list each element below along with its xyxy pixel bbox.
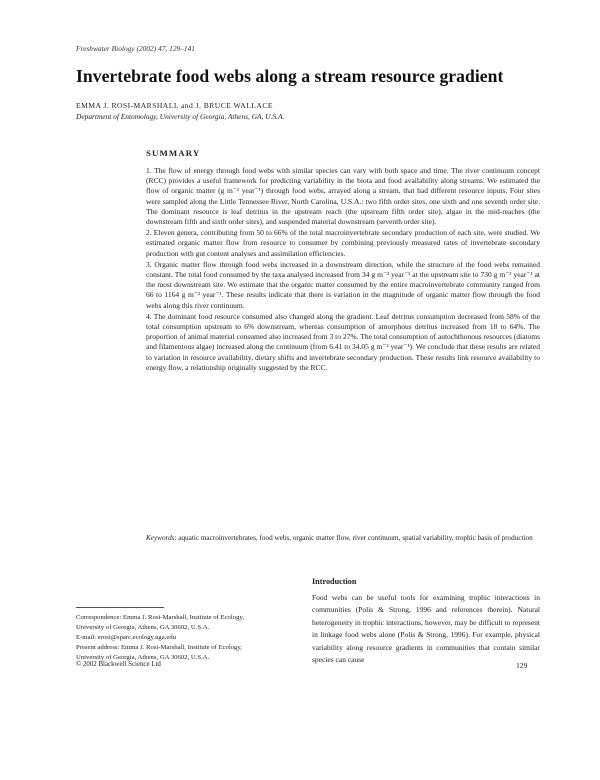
summary-heading: SUMMARY: [146, 148, 201, 158]
summary-point-2: 2. Eleven genera, contributing from 50 to 66% of the total macroinvertebrate secondary production of each site, were studied. We estimated organic matter flow from resource to consumer by combining previously measured rates of invertebrate secondary production with gut content analyses and assimilation efficiencies.: [146, 228, 540, 258]
correspondence-line: Present address: Emma J. Rosi-Marshall, Institute of Ecology,: [76, 644, 242, 651]
author-list: EMMA J. ROSI-MARSHALL and J. BRUCE WALLACE: [76, 101, 273, 110]
summary-point-4: 4. The dominant food resource consumed also changed along the gradient. Leaf detritus consumption decreased from 58% of the total consumption upstream to 6% downstream, whereas consumption of amorphous detritus increased from 18 to 64%. The proportion of animal material consumed also increased from 3 to 27%. The total consumption of autochthonous resources (diatoms and filamentous algae) increased along the continuum (from 6.41 to 34.05 g m⁻² year⁻¹). We conclude that these results are related to variation in resource availability, dietary shifts and invertebrate secondary production. These results link resource availability to energy flow, a relationship originally suggested by the RCC.: [146, 311, 540, 372]
journal-reference: Freshwater Biology (2002) 47, 129–141: [76, 44, 195, 53]
footnote-divider: [76, 607, 164, 608]
correspondence-line: Correspondence: Emma J. Rosi-Marshall, Institute of Ecology,: [76, 614, 245, 621]
keywords: [146, 534, 540, 544]
correspondence-line: University of Georgia, Athens, GA 30602, U.S.A.: [76, 654, 210, 661]
introduction-heading: Introduction: [312, 577, 357, 586]
correspondence-line: University of Georgia, Athens, GA 30602, U.S.A.: [76, 624, 210, 631]
summary-point-1: 1. The flow of energy through food webs with similar species can vary with both space and time. The river continuum concept (RCC) provides a useful framework for predicting variability in the biota and food availability along streams. We estimated the flow of organic matter (g m⁻² year⁻¹) through food webs, arrayed along a stream, that had different resource inputs. Four sites were sampled along the Little Tennessee River, North Carolina, U.S.A.: two fifth order sites, one sixth and one seventh order site. The dominant resource is leaf detritus in the upstream reach (the upstream fifth order site), algae in the mid-reaches (the downstream fifth and sixth order sites), and suspended material downstream (seventh order site).: [146, 166, 540, 227]
copyright-notice: © 2002 Blackwell Science Ltd: [76, 661, 161, 668]
keywords-label: Keywords: [146, 534, 175, 542]
introduction-text: Food webs can be useful tools for examining trophic interactions in communities (Polis & Strong, 1996 and references therein). Natural heterogeneity in trophic interactions, however, may be difficult to represent in linkage food webs alone (Polis & Strong, 1996). For example, physical variability along resource gradients in communities that contain similar species can cause: [312, 593, 540, 665]
author-affiliation: Department of Entomology, University of Georgia, Athens, GA, U.S.A.: [76, 112, 285, 121]
keywords-text: : aquatic macroinvertebrates, food webs, organic matter flow, river continuum, spatial variability, trophic basis of production: [174, 534, 533, 542]
summary-point-3: 3. Organic matter flow through food webs increased in a downstream direction, while the structure of the food webs remained constant. The total food consumed by the taxa analysed increased from 34 g m⁻² year⁻¹ at the upstream site to 730 g m⁻² year⁻¹ at the most downstream site. We estimate that the organic matter consumed by the entire macroinvertebrate community ranged from 66 to 1164 g m⁻² year⁻¹. These results indicate that there is variation in the magnitude of organic matter flow through the food webs along this river continuum.: [146, 259, 540, 310]
correspondence-email: E-mail: erosi@sparc.ecology.uga.edu: [76, 634, 177, 641]
correspondence-note: [76, 613, 306, 663]
article-title: Invertebrate food webs along a stream resource gradient: [76, 66, 504, 86]
page-number: 129: [516, 661, 528, 670]
summary-body: [146, 166, 540, 374]
